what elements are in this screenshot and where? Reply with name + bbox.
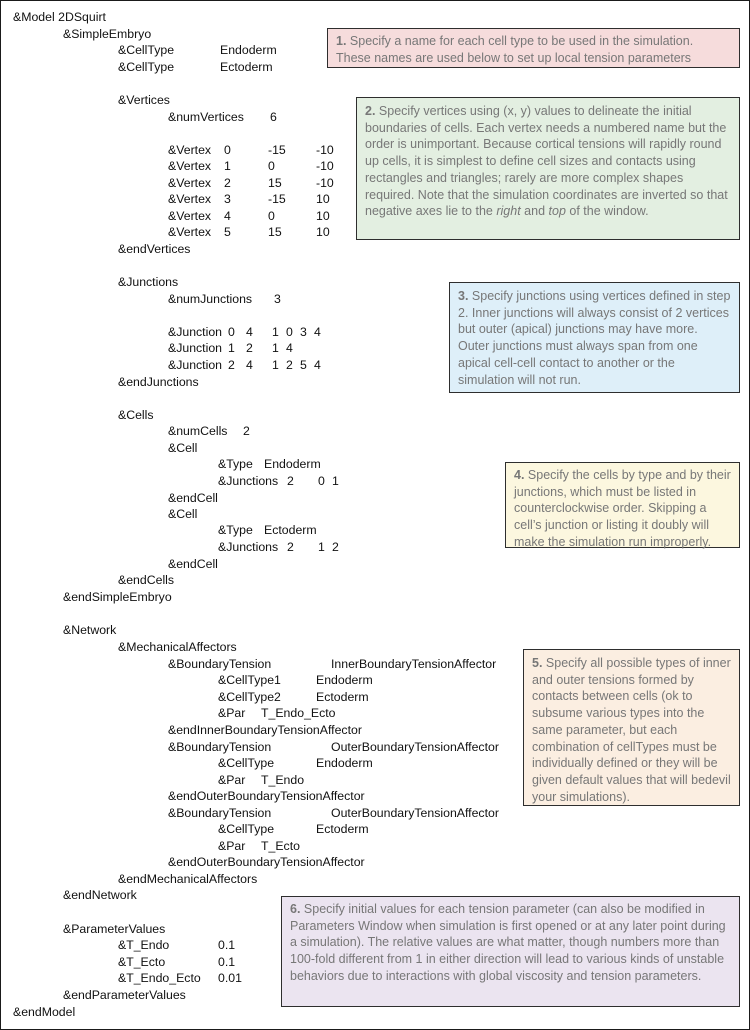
code-value: 10 xyxy=(316,209,330,223)
code-keyword: &Cell xyxy=(168,441,198,455)
code-value: 4 xyxy=(224,209,231,223)
code-value: 3 xyxy=(274,292,281,306)
code-value: 2 xyxy=(286,358,293,372)
code-keyword: &Junctions xyxy=(118,275,179,289)
code-value: 0 xyxy=(268,209,275,223)
annotation-note-6 xyxy=(281,896,740,1007)
code-value: 3 xyxy=(300,325,307,339)
code-keyword: &endInnerBoundaryTensionAffector xyxy=(168,723,362,737)
code-value: 0 xyxy=(224,143,231,157)
code-keyword: &T_Ecto xyxy=(118,955,166,969)
code-keyword: &Vertex xyxy=(168,159,212,173)
code-value: Ectoderm xyxy=(264,523,317,537)
note-emphasis-top: top xyxy=(548,204,566,219)
code-keyword: &CellType xyxy=(118,43,175,57)
code-value: 4 xyxy=(246,358,253,372)
note-number: 4. xyxy=(514,468,525,482)
code-keyword: &endModel xyxy=(13,1005,76,1019)
code-keyword: &Junctions xyxy=(218,540,279,554)
code-value: 2 xyxy=(287,474,294,488)
code-value: T_Ecto xyxy=(261,839,300,853)
code-keyword: &BoundaryTension xyxy=(168,806,272,820)
code-keyword: &CellType1 xyxy=(218,673,281,687)
code-keyword: &T_Endo xyxy=(118,938,170,952)
code-keyword: &numJunctions xyxy=(168,292,253,306)
code-value: 1 xyxy=(272,341,279,355)
note-number: 1. xyxy=(336,34,347,48)
code-value: 0.01 xyxy=(218,971,242,985)
code-value: -10 xyxy=(316,159,334,173)
code-keyword: &SimpleEmbryo xyxy=(63,27,152,41)
code-value: 0 xyxy=(318,474,325,488)
code-keyword: &Type xyxy=(218,457,253,471)
code-value: 1 xyxy=(224,159,231,173)
code-keyword: &CellType xyxy=(218,822,275,836)
code-value: -15 xyxy=(268,143,286,157)
note-text: Specify initial values for each tension parameter (can also be modified in Parameters Window when simulation is first opened or at any later point during a simulation). The relative values are what matter, though numbers more than 100-fold different from 1 in either direction will lead to various kinds of unstable behaviors due to interactions with global viscosity and tension parameters. xyxy=(290,902,726,983)
code-keyword: &Junctions xyxy=(218,474,279,488)
code-keyword: &endVertices xyxy=(118,242,191,256)
code-keyword: &endOuterBoundaryTensionAffector xyxy=(168,789,365,803)
note-number: 3. xyxy=(458,289,469,303)
code-keyword: &CellType xyxy=(218,756,275,770)
code-value: 5 xyxy=(224,225,231,239)
code-value: InnerBoundaryTensionAffector xyxy=(331,657,497,671)
code-value: 15 xyxy=(268,176,282,190)
code-keyword: &BoundaryTension xyxy=(168,740,272,754)
code-value: OuterBoundaryTensionAffector xyxy=(331,740,499,754)
code-value: 0.1 xyxy=(218,955,236,969)
annotation-note-4 xyxy=(505,462,740,548)
code-keyword: &Vertex xyxy=(168,143,212,157)
code-value: 2 xyxy=(243,424,250,438)
code-value: 4 xyxy=(314,358,321,372)
code-value: 1 xyxy=(318,540,325,554)
code-value: 15 xyxy=(268,225,282,239)
code-value: Endoderm xyxy=(316,673,373,687)
code-keyword: &Vertex xyxy=(168,176,212,190)
code-value: 2 xyxy=(287,540,294,554)
note-text-end: of the window. xyxy=(569,204,649,219)
code-value: 1 xyxy=(228,341,235,355)
note-text: Specify all possible types of inner and outer tensions formed by contacts between cells (ok to subsume various types into the same parameter, but each combination of cellTypes must be individually defined or they will be given default values that will bedevil your simulations). xyxy=(532,656,731,804)
note-text: Specify junctions using vertices defined in step 2. Inner junctions will always consist of 2 vertices but outer (apical) junctions may have more. Outer junctions must always span from one apical cell-cell contact to another or the simulation will not run. xyxy=(458,289,731,387)
code-keyword: &Type xyxy=(218,523,253,537)
code-value: 0 xyxy=(286,325,293,339)
code-value: -10 xyxy=(316,176,334,190)
code-value: 2 xyxy=(246,341,253,355)
code-value: 0.1 xyxy=(218,938,236,952)
note-emphasis-right: right xyxy=(496,204,521,219)
code-keyword: &endMechanicalAffectors xyxy=(118,872,258,886)
code-keyword: &Network xyxy=(63,623,117,637)
code-value: 5 xyxy=(300,358,307,372)
annotation-note-1 xyxy=(327,28,740,68)
code-keyword: &Junction xyxy=(168,325,223,339)
code-keyword: &endCells xyxy=(118,573,175,587)
code-value: T_Endo xyxy=(261,773,305,787)
code-keyword: &CellType2 xyxy=(218,690,281,704)
code-value: 0 xyxy=(228,325,235,339)
code-keyword: &endNetwork xyxy=(63,888,137,902)
code-keyword: &Par xyxy=(218,773,246,787)
note-number: 5. xyxy=(532,656,543,670)
code-value: 2 xyxy=(228,358,235,372)
annotation-note-2 xyxy=(356,97,740,240)
code-value: Ectoderm xyxy=(316,690,369,704)
code-value: 4 xyxy=(286,341,293,355)
note-number: 2. xyxy=(365,104,376,118)
code-value: 4 xyxy=(314,325,321,339)
code-keyword: &endCell xyxy=(168,491,218,505)
code-keyword: &T_Endo_Ecto xyxy=(118,971,201,985)
code-value: 6 xyxy=(270,110,277,124)
code-value: 2 xyxy=(332,540,339,554)
code-keyword: &endJunctions xyxy=(118,375,199,389)
note-text: Specify the cells by type and by their junctions, which must be listed in counterclockwise order. Skipping a cell’s junction or listing it doubly will make the simulation run improperly. xyxy=(514,468,731,549)
code-value: 1 xyxy=(332,474,339,488)
annotation-note-3 xyxy=(449,282,740,393)
code-value: -10 xyxy=(316,143,334,157)
code-keyword: &Cells xyxy=(118,408,154,422)
code-value: OuterBoundaryTensionAffector xyxy=(331,806,499,820)
code-keyword: &endParameterValues xyxy=(63,988,186,1002)
code-keyword: &Model 2DSquirt xyxy=(13,10,106,24)
code-keyword: &Vertices xyxy=(118,93,170,107)
code-value: -15 xyxy=(268,192,286,206)
code-keyword: &BoundaryTension xyxy=(168,657,272,671)
annotation-note-5 xyxy=(523,649,740,806)
code-value: Endoderm xyxy=(264,457,321,471)
code-value: 10 xyxy=(316,225,330,239)
code-value: 2 xyxy=(224,176,231,190)
code-value: 4 xyxy=(246,325,253,339)
code-keyword: &Par xyxy=(218,839,246,853)
note-text-and: and xyxy=(524,204,546,219)
code-keyword: &endSimpleEmbryo xyxy=(63,590,172,604)
code-keyword: &numCells xyxy=(168,424,228,438)
code-value: Endoderm xyxy=(316,756,373,770)
code-value: Ectoderm xyxy=(220,60,273,74)
code-value: Ectoderm xyxy=(316,822,369,836)
code-keyword: &endOuterBoundaryTensionAffector xyxy=(168,855,365,869)
code-keyword: &Par xyxy=(218,706,246,720)
code-keyword: &Vertex xyxy=(168,192,212,206)
code-keyword: &endCell xyxy=(168,557,218,571)
code-value: Endoderm xyxy=(220,43,277,57)
code-value: 10 xyxy=(316,192,330,206)
note-text: Specify a name for each cell type to be used in the simulation. These names are used below to set up local tension parameters xyxy=(336,34,694,65)
code-value: 3 xyxy=(224,192,231,206)
code-keyword: &Junction xyxy=(168,358,223,372)
code-value: 1 xyxy=(272,358,279,372)
code-value: 0 xyxy=(268,159,275,173)
note-text: Specify vertices using (x, y) values to delineate the initial boundaries of cells. Each vertex needs a numbered name but the order is unimportant. Because cortical tensions will rapidly round up cells, it is simplest to define cell sizes and contacts using rectangles and triangles; rarely are more complex shapes required. Note that the simulation coordinates are inverted so that negative axes lie to the xyxy=(365,104,728,219)
note-number: 6. xyxy=(290,902,301,916)
code-keyword: &Junction xyxy=(168,341,223,355)
code-keyword: &Vertex xyxy=(168,209,212,223)
code-keyword: &Cell xyxy=(168,507,198,521)
code-value: T_Endo_Ecto xyxy=(261,706,336,720)
code-keyword: &numVertices xyxy=(168,110,244,124)
code-keyword: &ParameterValues xyxy=(63,922,166,936)
code-keyword: &MechanicalAffectors xyxy=(118,640,237,654)
code-value: 1 xyxy=(272,325,279,339)
code-keyword: &CellType xyxy=(118,60,175,74)
code-keyword: &Vertex xyxy=(168,225,212,239)
